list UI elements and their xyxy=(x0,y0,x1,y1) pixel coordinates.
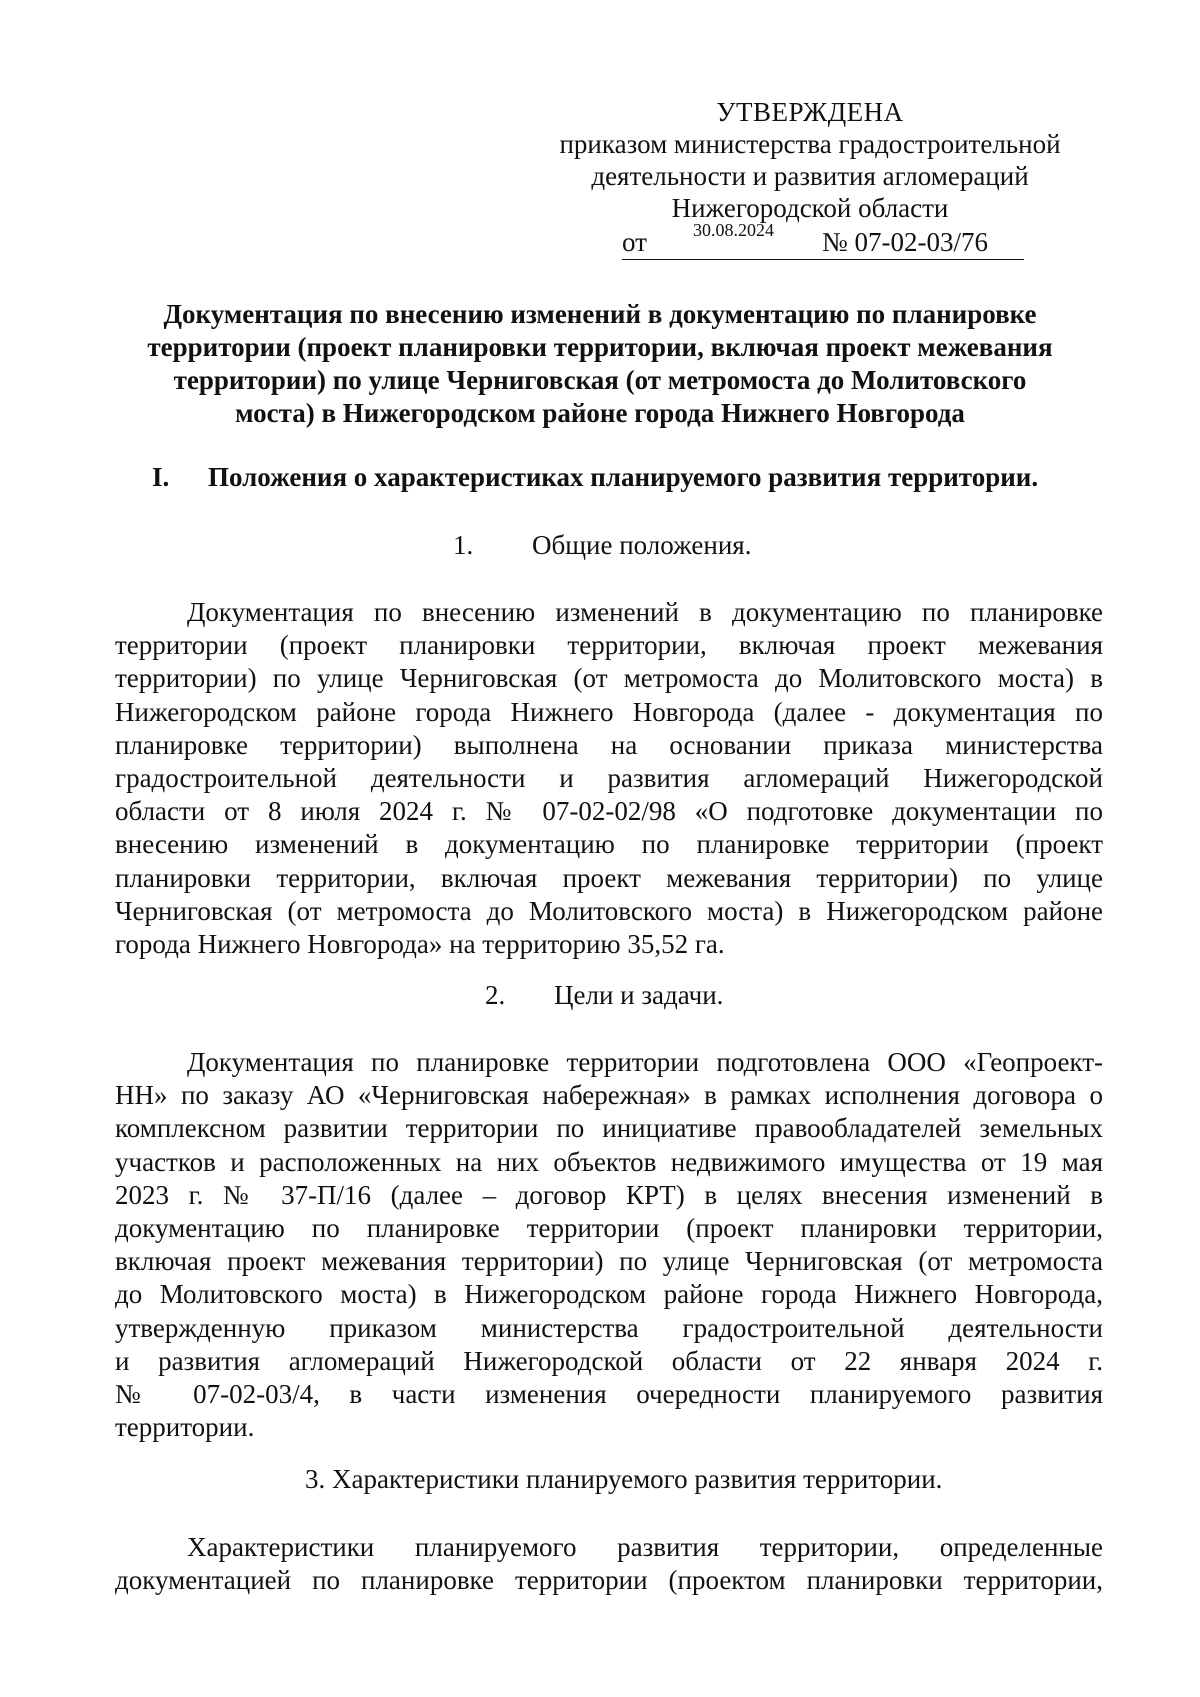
title-line: Документация по внесению изменений в документацию по планировке xyxy=(163,299,1037,329)
approval-stamp xyxy=(530,96,1090,258)
text-line: участков и расположенных на них объектов недвижимого имущества от 19 мая xyxy=(115,1146,1103,1177)
subsection-title: Общие положения. xyxy=(532,530,752,560)
text-line: Характеристики планируемого развития территории, определенные xyxy=(187,1532,1103,1562)
text-line: области от 8 июля 2024 г. № 07-02-02/98 «О подготовке документации по xyxy=(115,796,1103,827)
document-title xyxy=(118,298,1082,430)
text-line: утвержденную приказом министерства градостроительной деятельности xyxy=(115,1312,1103,1343)
title-line: территории) по улице Черниговская (от метромоста до Молитовского xyxy=(173,365,1027,395)
approval-line: Нижегородской области xyxy=(671,193,949,223)
title-line: территории (проект планировки территории, включая проект межевания xyxy=(147,332,1053,362)
text-line: территории. xyxy=(115,1412,255,1443)
text-line: планировки территории, включая проект межевания территории) по улице xyxy=(115,862,1103,893)
title-line: моста) в Нижегородском районе города Нижнего Новгорода xyxy=(235,398,965,428)
text-line: градостроительной деятельности и развития агломераций Нижегородской xyxy=(115,763,1103,794)
text-line: территории (проект планировки территории, включая проект межевания xyxy=(115,630,1103,661)
paragraph-goals xyxy=(115,1046,1103,1444)
approval-line: приказом министерства градостроительной xyxy=(559,129,1061,159)
subsection-number: 1. xyxy=(453,530,474,560)
text-line: № 07-02-03/4, в части изменения очередности планируемого развития xyxy=(115,1379,1103,1410)
text-line: и развития агломераций Нижегородской области от 22 января 2024 г. xyxy=(115,1345,1103,1376)
text-line: Нижегородском районе города Нижнего Новгорода (далее - документация по xyxy=(115,696,1103,727)
text-line: комплексном развитии территории по инициативе правообладателей земельных xyxy=(115,1113,1103,1144)
approval-date: 30.08.2024 xyxy=(693,220,774,240)
text-line: Документация по внесению изменений в документацию по планировке xyxy=(187,597,1103,627)
subsection-title: 3. Характеристики планируемого развития территории. xyxy=(305,1464,943,1494)
approval-date-line xyxy=(530,220,1090,258)
subsection-number: 2. xyxy=(485,980,506,1010)
approval-line: деятельности и развития агломераций xyxy=(591,161,1029,191)
section-title: Положения о характеристиках планируемого развития территории. xyxy=(208,462,1039,492)
text-line: документацией по планировке территории (проектом планировки территории, xyxy=(115,1565,1103,1596)
text-line: Черниговская (от метромоста до Молитовского моста) в Нижегородском районе xyxy=(115,895,1103,926)
subsection-title: Цели и задачи. xyxy=(554,980,724,1010)
text-line: города Нижнего Новгорода» на территорию 35,52 га. xyxy=(115,929,725,960)
text-line: планировке территории) выполнена на основании приказа министерства xyxy=(115,729,1103,760)
text-line: до Молитовского моста) в Нижегородском районе города Нижнего Новгорода, xyxy=(115,1279,1103,1310)
text-line: территории) по улице Черниговская (от метромоста до Молитовского моста) в xyxy=(115,663,1103,694)
text-line: внесению изменений в документацию по планировке территории (проект xyxy=(115,829,1103,860)
approval-heading: УТВЕРЖДЕНА xyxy=(716,97,904,127)
approval-ot: от xyxy=(622,227,647,257)
approval-number: № 07-02-03/76 xyxy=(822,227,988,257)
paragraph-general-provisions xyxy=(115,596,1103,961)
paragraph-characteristics xyxy=(115,1531,1103,1597)
text-line: документацию по планировке территории (проект планировки территории, xyxy=(115,1213,1103,1244)
text-line: НН» по заказу АО «Черниговская набережная» в рамках исполнения договора о xyxy=(115,1080,1103,1111)
text-line: включая проект межевания территории) по улице Черниговская (от метромоста xyxy=(115,1246,1103,1277)
approval-underline xyxy=(622,259,1024,260)
text-line: 2023 г. № 37-П/16 (далее – договор КРТ) в целях внесения изменений в xyxy=(115,1179,1103,1210)
text-line: Документация по планировке территории подготовлена ООО «Геопроект- xyxy=(187,1047,1103,1077)
section-number: I. xyxy=(152,462,170,492)
